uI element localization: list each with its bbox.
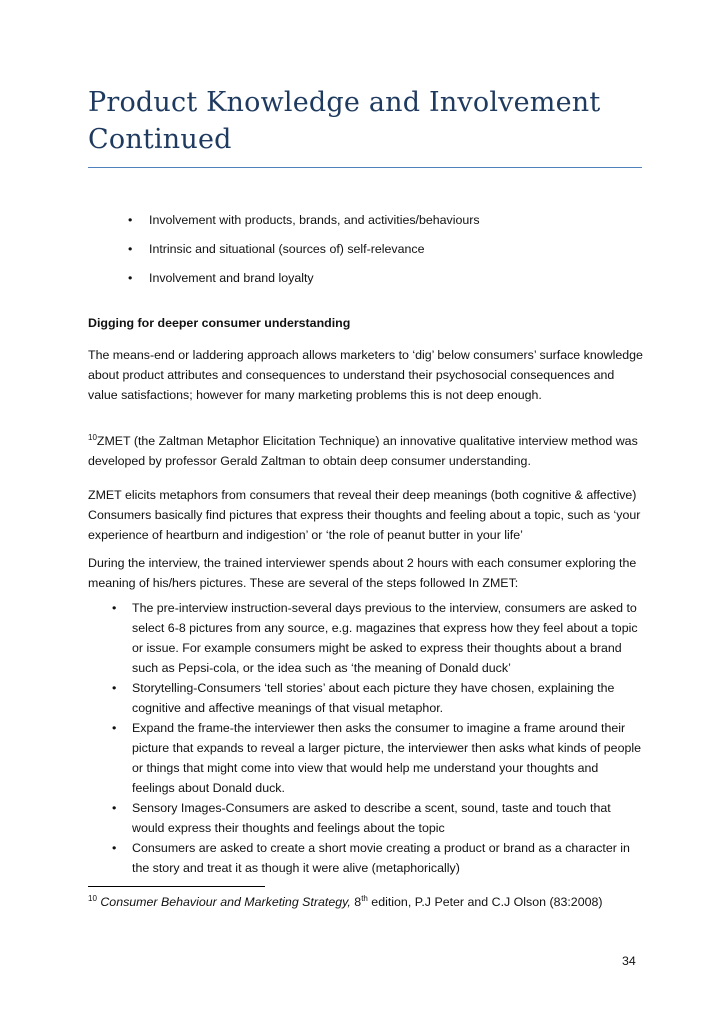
bullet-icon: • — [112, 801, 117, 815]
footnote: $^{10}$ Consumer Behaviour and Marketing Strategy, 8th edition, P.J Peter and C.J Olson (83:2008) — [88, 893, 603, 909]
list-item: • Involvement and brand loyalty — [88, 268, 643, 288]
paragraph-means-end: The means-end or laddering approach allows marketers to ‘dig’ below consumers’ surface knowledge about product attributes and consequences to understand their psychosocial consequences and value satisfactions; however for many marketing problems this is not deep enough. — [88, 348, 643, 402]
paragraph-zmet-metaphors: ZMET elicits metaphors from consumers that reveal their deep meanings (both cognitive & affective) Consumers basically find pictures that express their thoughts and feeling about a topic, such as ‘your experience of heartburn and indigestion’ or ‘the role of peanut butter in your life’ — [88, 488, 641, 542]
list-item: • Intrinsic and situational (sources of) self-relevance — [88, 239, 643, 259]
list-item: • Storytelling-Consumers ‘tell stories’ about each picture they have chosen, explaining the cognitive and affective meanings of that visual metaphor. — [88, 678, 643, 718]
footnote-number: 10 — [88, 893, 97, 903]
list-item: • Sensory Images-Consumers are asked to describe a scent, sound, taste and touch that would express their thoughts and feelings about the topic — [88, 798, 643, 838]
footnote-separator — [88, 886, 265, 887]
bullet-icon: • — [128, 271, 133, 285]
page-title: Product Knowledge and Involvement Continued — [88, 87, 601, 155]
bullet-icon: • — [112, 601, 117, 615]
list-item: • Expand the frame-the interviewer then asks the consumer to imagine a frame around their picture that expands to reveal a larger picture, the interviewer then asks what kinds of people or things that might come into view that would help me understand your thoughts and feelings about Donald duck. — [88, 718, 643, 798]
bullet-icon: • — [112, 841, 117, 855]
footnote-book-title: Consumer Behaviour and Marketing Strategy, — [100, 895, 351, 909]
paragraph-zmet-intro: $^{10}$ZMET (the Zaltman Metaphor Elicitation Technique) an innovative qualitative interview method was developed by professor Gerald Zaltman to obtain deep consumer understanding. — [88, 432, 638, 468]
bullet-icon: • — [128, 242, 133, 256]
paragraph-interview: During the interview, the trained interviewer spends about 2 hours with each consumer exploring the meaning of his/hers pictures. These are several of the steps followed In ZMET: — [88, 556, 637, 590]
section-heading: Digging for deeper consumer understanding — [88, 316, 351, 330]
footnote-reference: 10 — [88, 432, 97, 442]
list-item: • The pre-interview instruction-several days previous to the interview, consumers are asked to select 6-8 pictures from any source, e.g. magazines that express how they feel about a topic or issue. For example consumers might be asked to express their thoughts about a brand such as Pepsi-cola, or the idea such as ‘the meaning of Donald duck’ — [88, 598, 643, 678]
list-item: • Involvement with products, brands, and activities/behaviours — [88, 210, 643, 230]
page-number: 34 — [622, 954, 636, 968]
intro-bullet-list — [88, 210, 643, 297]
list-item: • Consumers are asked to create a short movie creating a product or brand as a character in the story and treat it as though it were alive (metaphorically) — [88, 838, 643, 878]
zmet-steps-list — [88, 598, 643, 878]
bullet-icon: • — [128, 213, 133, 227]
bullet-icon: • — [112, 721, 117, 735]
title-divider — [88, 167, 642, 168]
bullet-icon: • — [112, 681, 117, 695]
